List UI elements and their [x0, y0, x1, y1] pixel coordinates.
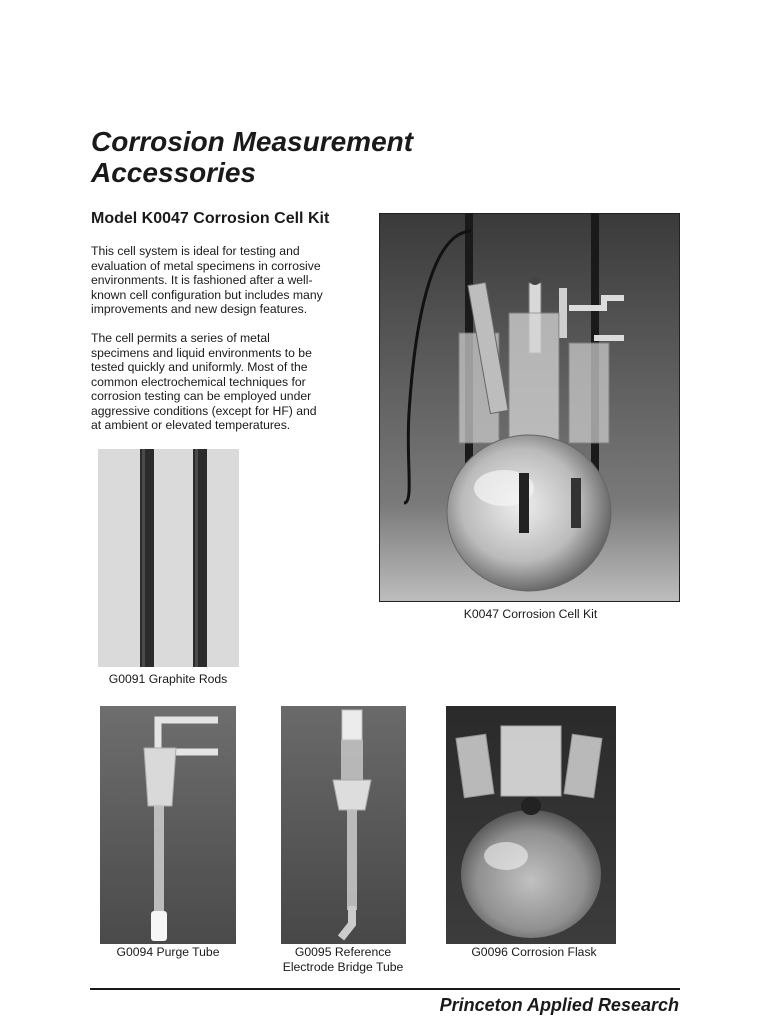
paragraph-line: aggressive conditions (except for HF) and: [91, 403, 317, 418]
corrosion-flask-photo: [446, 706, 616, 944]
paragraph-line: specimens and liquid environments to be: [91, 345, 312, 360]
page-title: [91, 126, 551, 188]
caption-line: Electrode Bridge Tube: [282, 960, 404, 974]
reference-bridge-tube-caption: [258, 945, 428, 975]
page-title-line-1: Corrosion Measurement: [91, 126, 414, 157]
paragraph-line: evaluation of metal specimens in corrosive: [91, 258, 321, 273]
paragraph-line: corrosion testing can be employed under: [91, 389, 312, 403]
paragraph-line: environments. It is fashioned after a well-: [91, 273, 313, 287]
description-paragraph-1: [91, 244, 361, 317]
paragraph-line: The cell permits a series of metal: [91, 331, 270, 345]
description-paragraph-2: [91, 331, 361, 433]
paragraph-line: at ambient or elevated temperatures.: [91, 418, 291, 432]
reference-bridge-tube-photo: [281, 706, 406, 944]
corrosion-flask-caption: G0096 Corrosion Flask: [471, 945, 597, 959]
caption-line: G0095 Reference: [294, 945, 392, 959]
paragraph-line: tested quickly and uniformly. Most of the: [91, 360, 308, 374]
section-subtitle: Model K0047 Corrosion Cell Kit: [91, 210, 330, 227]
footer-rule: [90, 988, 680, 990]
paragraph-line: common electrochemical techniques for: [91, 374, 306, 389]
cell-kit-caption: K0047 Corrosion Cell Kit: [463, 607, 598, 621]
graphite-rods-caption: G0091 Graphite Rods: [108, 672, 228, 686]
graphite-rods-photo: [98, 449, 239, 667]
purge-tube-photo: [100, 706, 236, 944]
footer-brand: Princeton Applied Research: [439, 995, 679, 1015]
page-title-line-2: Accessories: [91, 157, 257, 188]
purge-tube-caption: G0094 Purge Tube: [116, 945, 220, 959]
paragraph-line: improvements and new design features.: [91, 302, 308, 316]
paragraph-line: known cell configuration but includes many: [91, 287, 323, 302]
cell-kit-photo: [379, 213, 680, 602]
paragraph-line: This cell system is ideal for testing and: [91, 244, 300, 258]
